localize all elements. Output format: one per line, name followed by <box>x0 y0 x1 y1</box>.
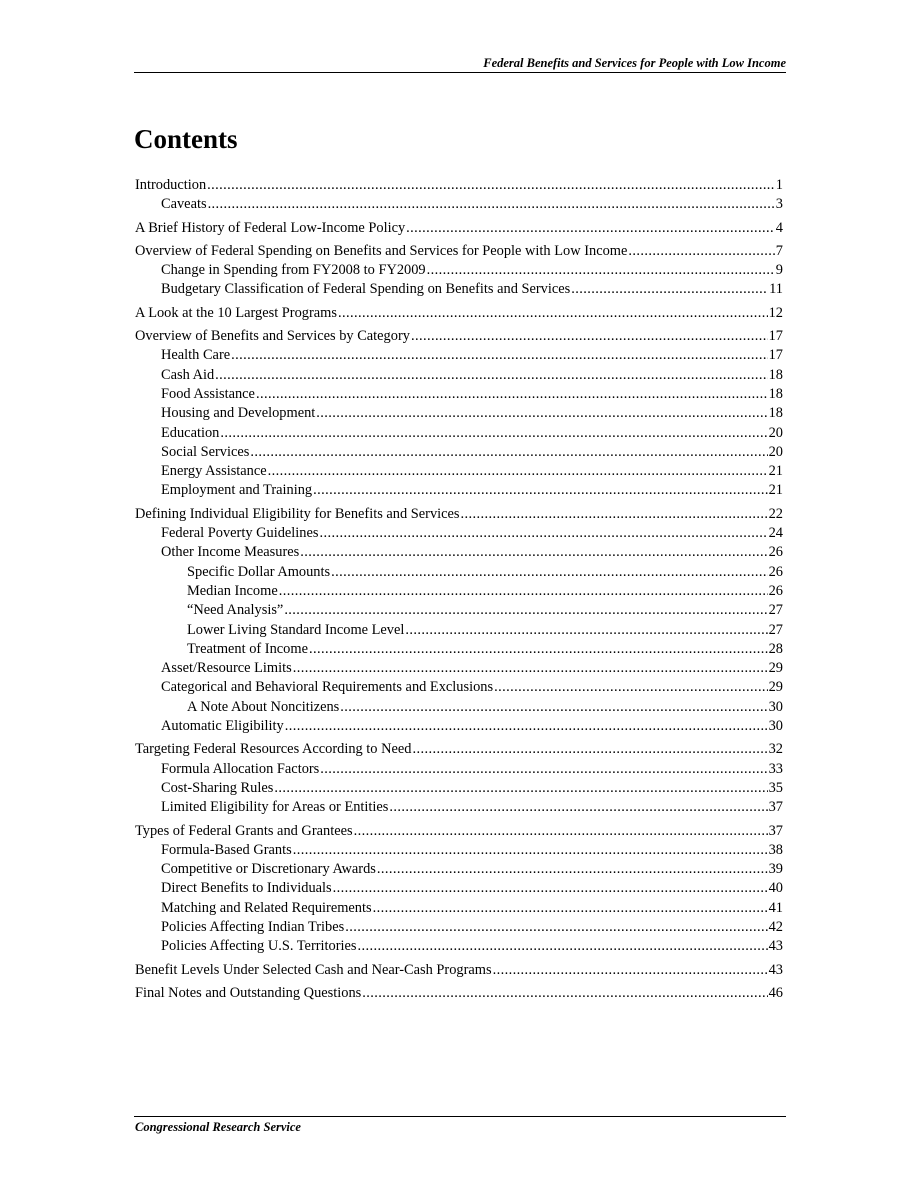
toc-page-number: 26 <box>768 544 783 561</box>
toc-page-number: 4 <box>775 219 783 236</box>
toc-entry-title: Final Notes and Outstanding Questions <box>135 984 362 1001</box>
toc-dot-leader <box>319 524 767 543</box>
toc-entry-title: Overview of Federal Spending on Benefits and Services for People with Low Income <box>135 242 628 259</box>
toc-entry[interactable] <box>135 841 783 860</box>
toc-entry-title: Health Care <box>161 347 231 364</box>
toc-entry[interactable] <box>135 899 783 918</box>
toc-page-number: 30 <box>768 698 783 715</box>
toc-page-number: 29 <box>768 660 783 677</box>
toc-page-number: 39 <box>768 861 783 878</box>
toc-page-number: 11 <box>769 281 783 298</box>
toc-entry[interactable] <box>135 219 783 238</box>
toc-entry-title: Education <box>161 424 220 441</box>
toc-dot-leader <box>274 779 767 798</box>
toc-entry-title: Competitive or Discretionary Awards <box>161 861 376 878</box>
toc-page-number: 38 <box>768 841 783 858</box>
toc-page-number: 3 <box>775 196 783 213</box>
toc-entry-title: Cost-Sharing Rules <box>161 779 274 796</box>
toc-entry-title: Social Services <box>161 443 250 460</box>
toc-entry[interactable] <box>135 327 783 346</box>
toc-entry-title: Overview of Benefits and Services by Category <box>135 328 410 345</box>
toc-entry-title: Direct Benefits to Individuals <box>161 880 332 897</box>
toc-dot-leader <box>250 443 767 462</box>
toc-entry[interactable] <box>135 366 783 385</box>
toc-entry[interactable] <box>135 582 783 601</box>
toc-page-number: 46 <box>768 984 783 1001</box>
toc-dot-leader <box>494 678 768 697</box>
toc-page-number: 37 <box>768 822 783 839</box>
toc-dot-leader <box>427 261 775 280</box>
toc-page-number: 30 <box>768 718 783 735</box>
toc-entry-title: Median Income <box>187 582 278 599</box>
toc-page-number: 29 <box>768 679 783 696</box>
toc-page-number: 41 <box>768 899 783 916</box>
toc-entry[interactable] <box>135 918 783 937</box>
toc-entry-title: Formula-Based Grants <box>161 841 292 858</box>
toc-entry[interactable] <box>135 698 783 717</box>
toc-entry[interactable] <box>135 242 783 261</box>
toc-entry[interactable] <box>135 779 783 798</box>
toc-dot-leader <box>412 740 767 759</box>
toc-dot-leader <box>373 899 768 918</box>
toc-dot-leader <box>571 280 768 299</box>
toc-entry-title: Treatment of Income <box>187 640 308 657</box>
toc-entry-title: Federal Poverty Guidelines <box>161 525 319 542</box>
toc-dot-leader <box>320 760 767 779</box>
toc-entry[interactable] <box>135 481 783 500</box>
toc-dot-leader <box>340 698 767 717</box>
toc-page-number: 43 <box>768 961 783 978</box>
toc-entry-title: Introduction <box>135 177 207 193</box>
toc-entry[interactable] <box>135 717 783 736</box>
toc-entry-title: Defining Individual Eligibility for Benefits and Services <box>135 505 460 522</box>
toc-entry-title: Benefit Levels Under Selected Cash and Near-Cash Programs <box>135 961 492 978</box>
toc-entry-title: Other Income Measures <box>161 544 300 561</box>
toc-page-number: 43 <box>768 938 783 955</box>
toc-entry[interactable] <box>135 176 783 195</box>
toc-entry[interactable] <box>135 937 783 956</box>
toc-dot-leader <box>268 462 768 481</box>
toc-dot-leader <box>215 366 767 385</box>
toc-entry[interactable] <box>135 443 783 462</box>
toc-entry[interactable] <box>135 261 783 280</box>
toc-entry-title: Change in Spending from FY2008 to FY2009 <box>161 262 426 279</box>
toc-page-number: 18 <box>768 366 783 383</box>
toc-page-number: 40 <box>768 880 783 897</box>
toc-page-number: 26 <box>768 563 783 580</box>
toc-entry[interactable] <box>135 505 783 524</box>
toc-page-number: 1 <box>775 177 783 193</box>
toc-dot-leader <box>313 481 768 500</box>
toc-entry-title: Limited Eligibility for Areas or Entities <box>161 799 389 816</box>
header-divider <box>134 72 786 73</box>
toc-entry[interactable] <box>135 879 783 898</box>
toc-page-number: 7 <box>775 242 783 259</box>
toc-entry-title: Asset/Resource Limits <box>161 660 292 677</box>
toc-entry[interactable] <box>135 740 783 759</box>
toc-entry[interactable] <box>135 543 783 562</box>
toc-page-number: 22 <box>768 505 783 522</box>
toc-entry-title: A Brief History of Federal Low-Income Policy <box>135 219 406 236</box>
toc-entry[interactable] <box>135 404 783 423</box>
toc-entry[interactable] <box>135 304 783 323</box>
toc-page-number: 17 <box>768 328 783 345</box>
toc-dot-leader <box>333 879 768 898</box>
toc-entry-title: Lower Living Standard Income Level <box>187 621 405 638</box>
toc-dot-leader <box>309 640 768 659</box>
toc-dot-leader <box>231 346 767 365</box>
toc-page-number: 32 <box>768 741 783 758</box>
toc-dot-leader <box>285 717 768 736</box>
running-header-title: Federal Benefits and Services for People with Low Income <box>483 56 786 70</box>
toc-dot-leader <box>493 961 768 980</box>
toc-entry-title: Automatic Eligibility <box>161 718 284 735</box>
toc-dot-leader <box>377 860 768 879</box>
toc-entry-title: A Note About Noncitizens <box>187 698 340 715</box>
toc-page-number: 42 <box>768 918 783 935</box>
toc-dot-leader <box>207 176 775 195</box>
toc-entry[interactable] <box>135 984 783 1003</box>
toc-dot-leader <box>405 621 767 640</box>
toc-dot-leader <box>411 327 768 346</box>
toc-entry-title: Caveats <box>161 196 207 213</box>
toc-page-number: 9 <box>775 262 783 279</box>
toc-entry[interactable] <box>135 798 783 817</box>
toc-entry-title: Food Assistance <box>161 385 255 402</box>
toc-dot-leader <box>331 563 768 582</box>
toc-entry[interactable] <box>135 385 783 404</box>
toc-dot-leader <box>354 822 768 841</box>
toc-page-number: 17 <box>768 347 783 364</box>
toc-dot-leader <box>208 195 775 214</box>
toc-entry-title: A Look at the 10 Largest Programs <box>135 304 337 321</box>
toc-dot-leader <box>284 601 767 620</box>
toc-page-number: 28 <box>768 640 783 657</box>
toc-dot-leader <box>338 304 768 323</box>
toc-dot-leader <box>358 937 768 956</box>
toc-entry-title: Policies Affecting Indian Tribes <box>161 918 345 935</box>
toc-dot-leader <box>256 385 768 404</box>
toc-dot-leader <box>300 543 767 562</box>
toc-page-number: 21 <box>768 463 783 480</box>
toc-entry-title: “Need Analysis” <box>187 602 284 619</box>
toc-dot-leader <box>389 798 767 817</box>
toc-entry[interactable] <box>135 424 783 443</box>
footer-publisher: Congressional Research Service <box>135 1120 301 1134</box>
toc-entry[interactable] <box>135 195 783 214</box>
toc-entry-title: Matching and Related Requirements <box>161 899 372 916</box>
toc-page-number: 18 <box>768 385 783 402</box>
toc-entry-title: Targeting Federal Resources According to Need <box>135 741 412 758</box>
toc-entry-title: Categorical and Behavioral Requirements and Exclusions <box>161 679 494 696</box>
table-of-contents <box>135 176 783 1003</box>
toc-entry[interactable] <box>135 760 783 779</box>
toc-dot-leader <box>293 659 768 678</box>
toc-entry-title: Budgetary Classification of Federal Spending on Benefits and Services <box>161 281 571 298</box>
toc-page-number: 35 <box>768 779 783 796</box>
toc-entry-title: Formula Allocation Factors <box>161 760 320 777</box>
toc-dot-leader <box>628 242 774 261</box>
toc-entry-title: Employment and Training <box>161 482 313 499</box>
toc-page-number: 27 <box>768 621 783 638</box>
toc-entry[interactable] <box>135 822 783 841</box>
toc-entry-title: Housing and Development <box>161 405 316 422</box>
toc-entry-title: Types of Federal Grants and Grantees <box>135 822 353 839</box>
toc-page-number: 33 <box>768 760 783 777</box>
toc-page-number: 26 <box>768 582 783 599</box>
toc-entry-title: Specific Dollar Amounts <box>187 563 331 580</box>
toc-entry[interactable] <box>135 659 783 678</box>
footer-divider <box>134 1116 786 1117</box>
toc-page-number: 37 <box>768 799 783 816</box>
toc-entry[interactable] <box>135 462 783 481</box>
toc-entry[interactable] <box>135 860 783 879</box>
toc-entry[interactable] <box>135 961 783 980</box>
page-title: Contents <box>134 124 238 154</box>
toc-dot-leader <box>345 918 767 937</box>
toc-entry-title: Policies Affecting U.S. Territories <box>161 938 357 955</box>
toc-entry[interactable] <box>135 678 783 697</box>
toc-dot-leader <box>316 404 767 423</box>
toc-entry-title: Energy Assistance <box>161 463 267 480</box>
toc-page-number: 24 <box>768 525 783 542</box>
toc-page-number: 27 <box>768 602 783 619</box>
toc-page-number: 18 <box>768 405 783 422</box>
toc-entry-title: Cash Aid <box>161 366 215 383</box>
toc-entry[interactable] <box>135 524 783 543</box>
toc-dot-leader <box>279 582 768 601</box>
toc-entry[interactable] <box>135 563 783 582</box>
toc-dot-leader <box>461 505 768 524</box>
toc-dot-leader <box>362 984 767 1003</box>
toc-entry[interactable] <box>135 601 783 620</box>
toc-entry[interactable] <box>135 621 783 640</box>
toc-entry[interactable] <box>135 280 783 299</box>
toc-page-number: 20 <box>768 443 783 460</box>
toc-page-number: 20 <box>768 424 783 441</box>
toc-entry[interactable] <box>135 346 783 365</box>
toc-dot-leader <box>406 219 775 238</box>
toc-page-number: 12 <box>768 304 783 321</box>
toc-dot-leader <box>293 841 768 860</box>
toc-page-number: 21 <box>768 482 783 499</box>
toc-dot-leader <box>220 424 767 443</box>
toc-entry[interactable] <box>135 640 783 659</box>
